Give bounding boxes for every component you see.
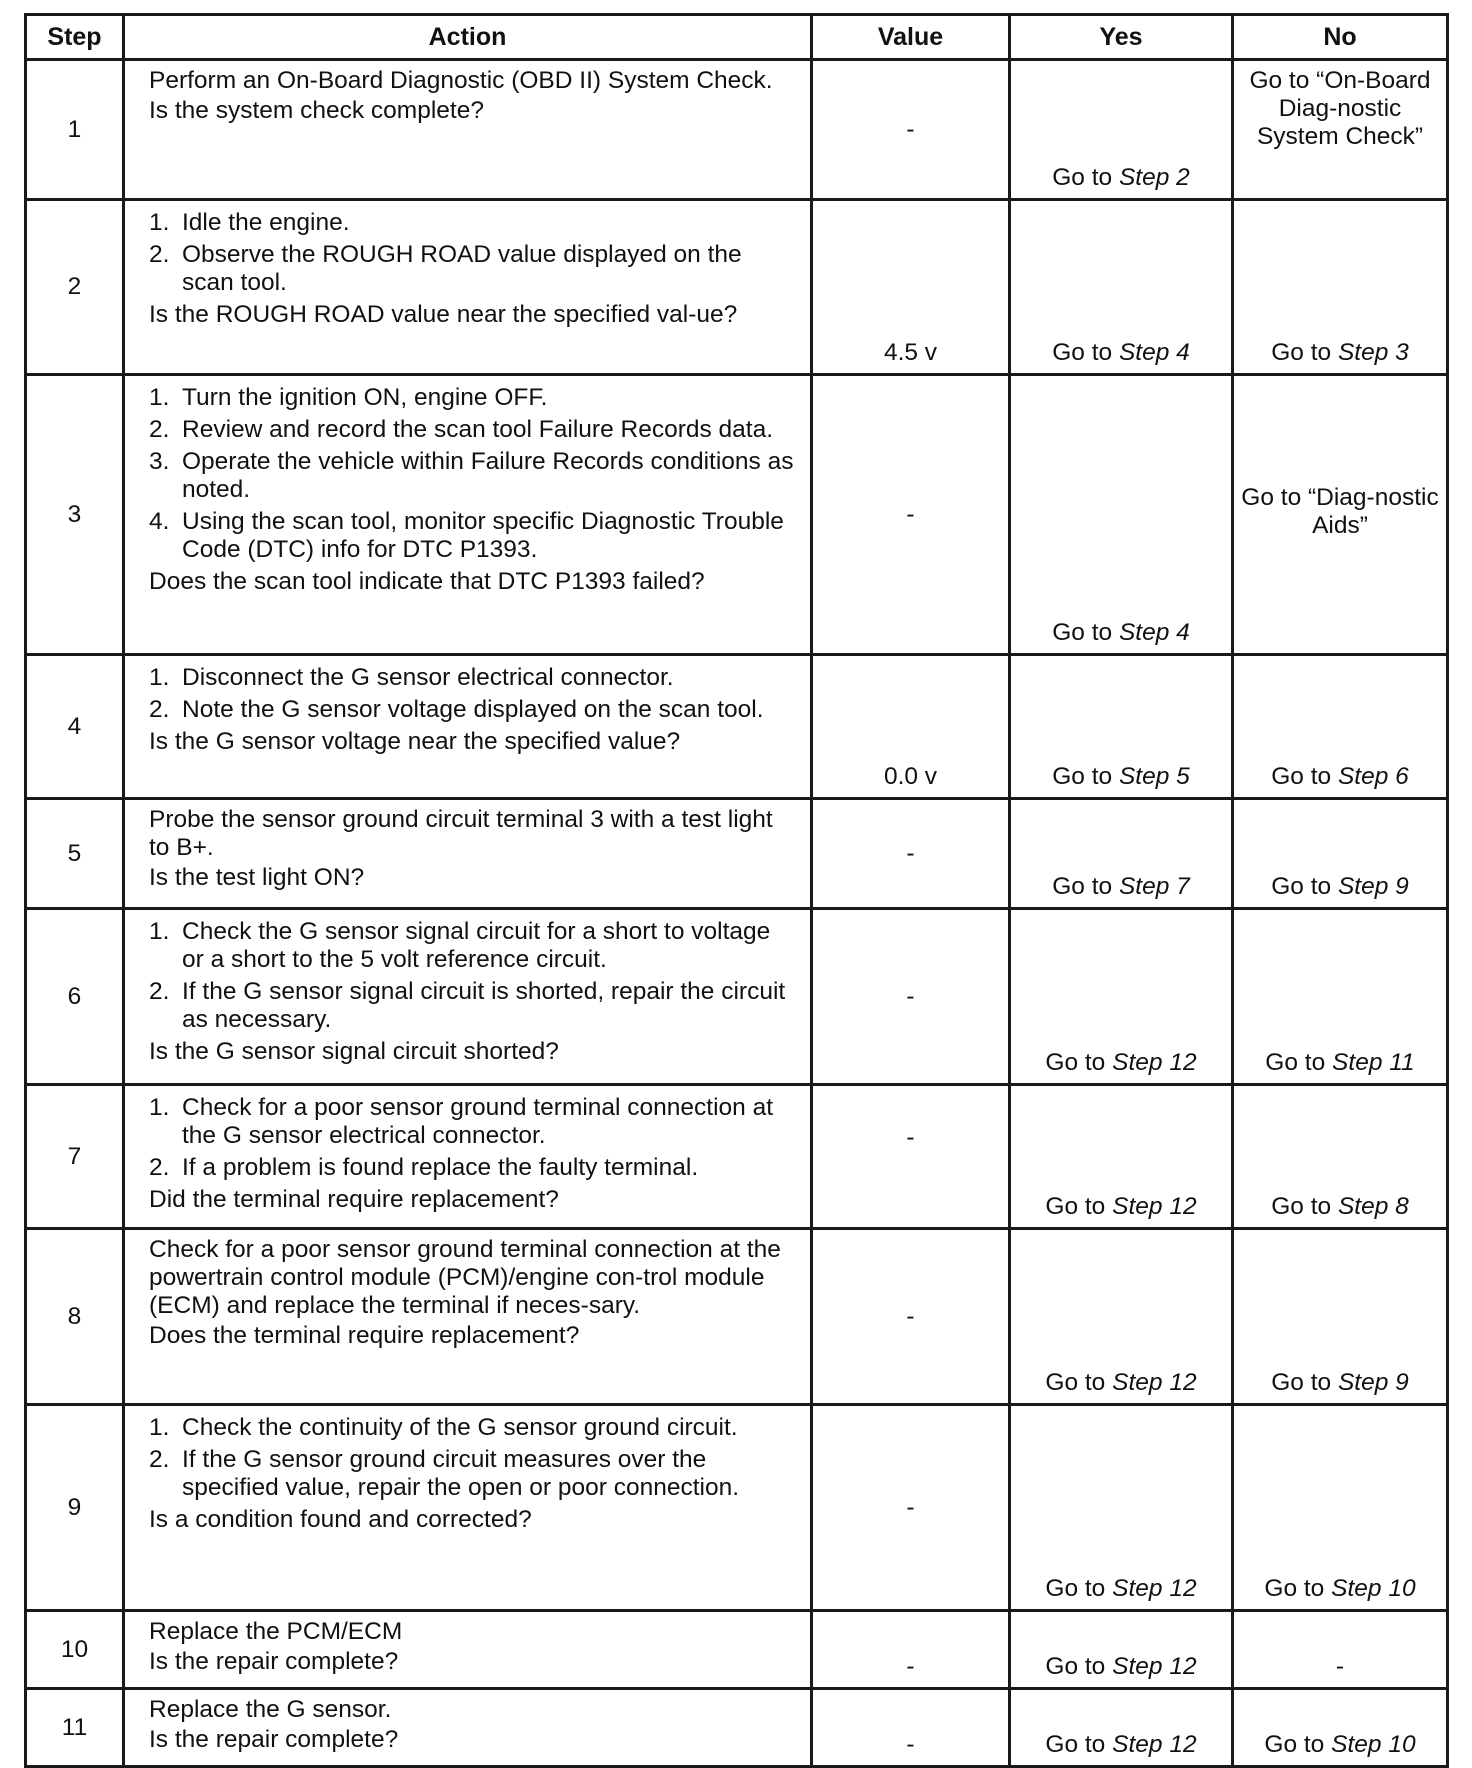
yes-cell bbox=[1010, 799, 1233, 909]
no-prefix: Go to bbox=[1271, 339, 1332, 366]
item-text: Review and record the scan tool Failure Records data. bbox=[182, 416, 774, 443]
no-prefix: - bbox=[1335, 1653, 1345, 1680]
yes-prefix: Go to bbox=[1045, 1049, 1106, 1076]
action-step-item bbox=[149, 448, 796, 504]
value-cell: - bbox=[812, 1229, 1010, 1405]
action-intro: Probe the sensor ground circuit terminal 3 with a test light to B+. bbox=[149, 806, 773, 861]
no-prefix: Go to “On-Board Diag-nostic System Check” bbox=[1249, 67, 1431, 150]
action-step-item bbox=[149, 696, 796, 724]
no-prefix: Go to bbox=[1271, 873, 1332, 900]
yes-prefix: Go to bbox=[1052, 164, 1113, 191]
action-question: Is the test light ON? bbox=[149, 864, 365, 891]
no-step-link[interactable]: Step 10 bbox=[1331, 1575, 1416, 1602]
table-row bbox=[26, 1085, 1448, 1229]
item-text: Observe the ROUGH ROAD value displayed on the scan tool. bbox=[182, 241, 742, 296]
value-cell: - bbox=[812, 60, 1010, 200]
no-step-link[interactable]: Step 10 bbox=[1331, 1731, 1416, 1758]
table-row bbox=[26, 375, 1448, 655]
item-number: 2. bbox=[149, 978, 170, 1005]
action-step-item bbox=[149, 978, 796, 1034]
action-intro: Perform an On-Board Diagnostic (OBD II) System Check. bbox=[149, 67, 773, 94]
step-number: 10 bbox=[26, 1611, 124, 1689]
yes-cell bbox=[1010, 60, 1233, 200]
action-step-item bbox=[149, 1154, 796, 1182]
action-step-item bbox=[149, 1094, 796, 1150]
no-cell bbox=[1233, 799, 1448, 909]
no-cell bbox=[1233, 1229, 1448, 1405]
yes-cell bbox=[1010, 1405, 1233, 1611]
no-cell bbox=[1233, 1085, 1448, 1229]
action-intro: Check for a poor sensor ground terminal connection at the powertrain control module (PCM)/engine con-trol module (ECM) and replace the terminal if neces-sary. bbox=[149, 1236, 781, 1319]
yes-step-link[interactable]: Step 12 bbox=[1112, 1369, 1197, 1396]
action-intro: Replace the G sensor. bbox=[149, 1696, 392, 1723]
no-prefix: Go to bbox=[1271, 1193, 1332, 1220]
header-no: No bbox=[1233, 15, 1448, 60]
table-header-row bbox=[26, 15, 1448, 60]
value-cell: - bbox=[812, 909, 1010, 1085]
header-yes: Yes bbox=[1010, 15, 1233, 60]
item-number: 1. bbox=[149, 209, 170, 236]
item-text: Idle the engine. bbox=[182, 209, 350, 236]
table-body bbox=[26, 60, 1448, 1767]
yes-step-link[interactable]: Step 4 bbox=[1118, 619, 1190, 646]
item-number: 2. bbox=[149, 696, 170, 723]
step-number: 2 bbox=[26, 200, 124, 375]
item-number: 1. bbox=[149, 384, 170, 411]
yes-step-link[interactable]: Step 12 bbox=[1112, 1653, 1197, 1680]
yes-cell bbox=[1010, 1085, 1233, 1229]
yes-step-link[interactable]: Step 2 bbox=[1118, 164, 1190, 191]
no-step-link[interactable]: Step 9 bbox=[1337, 1369, 1409, 1396]
action-cell bbox=[124, 60, 812, 200]
item-number: 3. bbox=[149, 448, 170, 475]
action-question: Is the ROUGH ROAD value near the specified val-ue? bbox=[149, 301, 738, 328]
yes-prefix: Go to bbox=[1052, 619, 1113, 646]
table-row bbox=[26, 200, 1448, 375]
yes-step-link[interactable]: Step 12 bbox=[1112, 1575, 1197, 1602]
item-text: Operate the vehicle within Failure Records conditions as noted. bbox=[182, 448, 794, 503]
step-number: 4 bbox=[26, 655, 124, 799]
item-number: 2. bbox=[149, 1154, 170, 1181]
action-step-item bbox=[149, 508, 796, 564]
table-row bbox=[26, 1611, 1448, 1689]
action-question: Is the G sensor signal circuit shorted? bbox=[149, 1038, 559, 1065]
action-step-item bbox=[149, 384, 796, 412]
item-text: If the G sensor signal circuit is shorted, repair the circuit as necessary. bbox=[182, 978, 786, 1033]
no-step-link[interactable]: Step 6 bbox=[1337, 763, 1409, 790]
no-cell bbox=[1233, 1405, 1448, 1611]
value-cell: - bbox=[812, 799, 1010, 909]
step-number: 5 bbox=[26, 799, 124, 909]
table-row bbox=[26, 1405, 1448, 1611]
no-cell bbox=[1233, 909, 1448, 1085]
item-text: Note the G sensor voltage displayed on the scan tool. bbox=[182, 696, 764, 723]
action-question: Is the system check complete? bbox=[149, 97, 484, 124]
yes-step-link[interactable]: Step 4 bbox=[1118, 339, 1190, 366]
action-step-item bbox=[149, 918, 796, 974]
table-row bbox=[26, 909, 1448, 1085]
action-step-item bbox=[149, 1446, 796, 1502]
yes-cell bbox=[1010, 1689, 1233, 1767]
no-step-link[interactable]: Step 3 bbox=[1337, 339, 1409, 366]
action-cell bbox=[124, 1085, 812, 1229]
yes-step-link[interactable]: Step 7 bbox=[1118, 873, 1190, 900]
no-cell bbox=[1233, 375, 1448, 655]
step-number: 11 bbox=[26, 1689, 124, 1767]
item-number: 2. bbox=[149, 1446, 170, 1473]
yes-cell bbox=[1010, 200, 1233, 375]
no-cell bbox=[1233, 1611, 1448, 1689]
value-cell: 0.0 v bbox=[812, 655, 1010, 799]
yes-cell bbox=[1010, 1229, 1233, 1405]
yes-step-link[interactable]: Step 12 bbox=[1112, 1731, 1197, 1758]
action-question: Does the scan tool indicate that DTC P1393 failed? bbox=[149, 568, 705, 595]
header-value: Value bbox=[812, 15, 1010, 60]
yes-cell bbox=[1010, 375, 1233, 655]
value-cell: - bbox=[812, 1689, 1010, 1767]
no-step-link[interactable]: Step 8 bbox=[1337, 1193, 1409, 1220]
item-number: 1. bbox=[149, 664, 170, 691]
action-cell bbox=[124, 375, 812, 655]
no-prefix: Go to bbox=[1264, 1575, 1325, 1602]
header-step: Step bbox=[26, 15, 124, 60]
step-number: 8 bbox=[26, 1229, 124, 1405]
item-text: Turn the ignition ON, engine OFF. bbox=[182, 384, 548, 411]
action-cell bbox=[124, 909, 812, 1085]
item-text: Check the continuity of the G sensor ground circuit. bbox=[182, 1414, 738, 1441]
item-text: Using the scan tool, monitor specific Diagnostic Trouble Code (DTC) info for DTC P1393. bbox=[182, 508, 784, 563]
step-number: 6 bbox=[26, 909, 124, 1085]
item-number: 1. bbox=[149, 918, 170, 945]
action-step-item bbox=[149, 416, 796, 444]
step-number: 3 bbox=[26, 375, 124, 655]
yes-prefix: Go to bbox=[1045, 1193, 1106, 1220]
diagnostic-table bbox=[24, 13, 1449, 1768]
table-row bbox=[26, 60, 1448, 200]
value-cell: - bbox=[812, 375, 1010, 655]
table-row bbox=[26, 799, 1448, 909]
no-prefix: Go to bbox=[1264, 1731, 1325, 1758]
yes-step-link[interactable]: Step 12 bbox=[1112, 1049, 1197, 1076]
item-number: 2. bbox=[149, 416, 170, 443]
action-question: Is the repair complete? bbox=[149, 1648, 399, 1675]
value-cell: - bbox=[812, 1405, 1010, 1611]
no-cell bbox=[1233, 60, 1448, 200]
no-prefix: Go to “Diag-nostic Aids” bbox=[1241, 483, 1439, 539]
yes-prefix: Go to bbox=[1052, 873, 1113, 900]
table-row bbox=[26, 1689, 1448, 1767]
no-prefix: Go to bbox=[1271, 1369, 1332, 1396]
action-question: Is the repair complete? bbox=[149, 1726, 399, 1753]
action-intro: Replace the PCM/ECM bbox=[149, 1618, 403, 1645]
action-cell bbox=[124, 1229, 812, 1405]
value-cell: 4.5 v bbox=[812, 200, 1010, 375]
table-row bbox=[26, 655, 1448, 799]
yes-cell bbox=[1010, 1611, 1233, 1689]
no-step-link[interactable]: Step 9 bbox=[1337, 873, 1409, 900]
action-cell bbox=[124, 1689, 812, 1767]
header-action: Action bbox=[124, 15, 812, 60]
table-row bbox=[26, 1229, 1448, 1405]
yes-prefix: Go to bbox=[1045, 1731, 1106, 1758]
action-cell bbox=[124, 799, 812, 909]
action-cell bbox=[124, 1611, 812, 1689]
item-text: If a problem is found replace the faulty terminal. bbox=[182, 1154, 699, 1181]
no-step-link[interactable]: Step 11 bbox=[1332, 1049, 1415, 1076]
value-cell: - bbox=[812, 1085, 1010, 1229]
action-question: Is a condition found and corrected? bbox=[149, 1506, 532, 1533]
step-number: 7 bbox=[26, 1085, 124, 1229]
no-cell bbox=[1233, 655, 1448, 799]
yes-prefix: Go to bbox=[1045, 1369, 1106, 1396]
yes-prefix: Go to bbox=[1045, 1653, 1106, 1680]
yes-prefix: Go to bbox=[1052, 763, 1113, 790]
item-number: 1. bbox=[149, 1094, 170, 1121]
item-text: Disconnect the G sensor electrical connector. bbox=[182, 664, 674, 691]
item-number: 4. bbox=[149, 508, 170, 535]
action-question: Is the G sensor voltage near the specified value? bbox=[149, 728, 681, 755]
item-text: Check the G sensor signal circuit for a short to voltage or a short to the 5 volt reference circuit. bbox=[182, 918, 771, 973]
action-cell bbox=[124, 200, 812, 375]
step-number: 1 bbox=[26, 60, 124, 200]
yes-prefix: Go to bbox=[1052, 339, 1113, 366]
action-step-item bbox=[149, 241, 796, 297]
action-step-item bbox=[149, 209, 796, 237]
value-cell: - bbox=[812, 1611, 1010, 1689]
yes-step-link[interactable]: Step 5 bbox=[1118, 763, 1190, 790]
yes-cell bbox=[1010, 909, 1233, 1085]
yes-cell bbox=[1010, 655, 1233, 799]
action-question: Does the terminal require replacement? bbox=[149, 1322, 580, 1349]
action-cell bbox=[124, 1405, 812, 1611]
action-question: Did the terminal require replacement? bbox=[149, 1186, 559, 1213]
item-number: 1. bbox=[149, 1414, 170, 1441]
item-number: 2. bbox=[149, 241, 170, 268]
no-prefix: Go to bbox=[1265, 1049, 1326, 1076]
yes-prefix: Go to bbox=[1045, 1575, 1106, 1602]
no-cell bbox=[1233, 200, 1448, 375]
no-prefix: Go to bbox=[1271, 763, 1332, 790]
item-text: Check for a poor sensor ground terminal connection at the G sensor electrical connector. bbox=[182, 1094, 774, 1149]
action-step-item bbox=[149, 1414, 796, 1442]
no-cell bbox=[1233, 1689, 1448, 1767]
step-number: 9 bbox=[26, 1405, 124, 1611]
action-step-item bbox=[149, 664, 796, 692]
item-text: If the G sensor ground circuit measures over the specified value, repair the open or poor connection. bbox=[182, 1446, 740, 1501]
action-cell bbox=[124, 655, 812, 799]
yes-step-link[interactable]: Step 12 bbox=[1112, 1193, 1197, 1220]
